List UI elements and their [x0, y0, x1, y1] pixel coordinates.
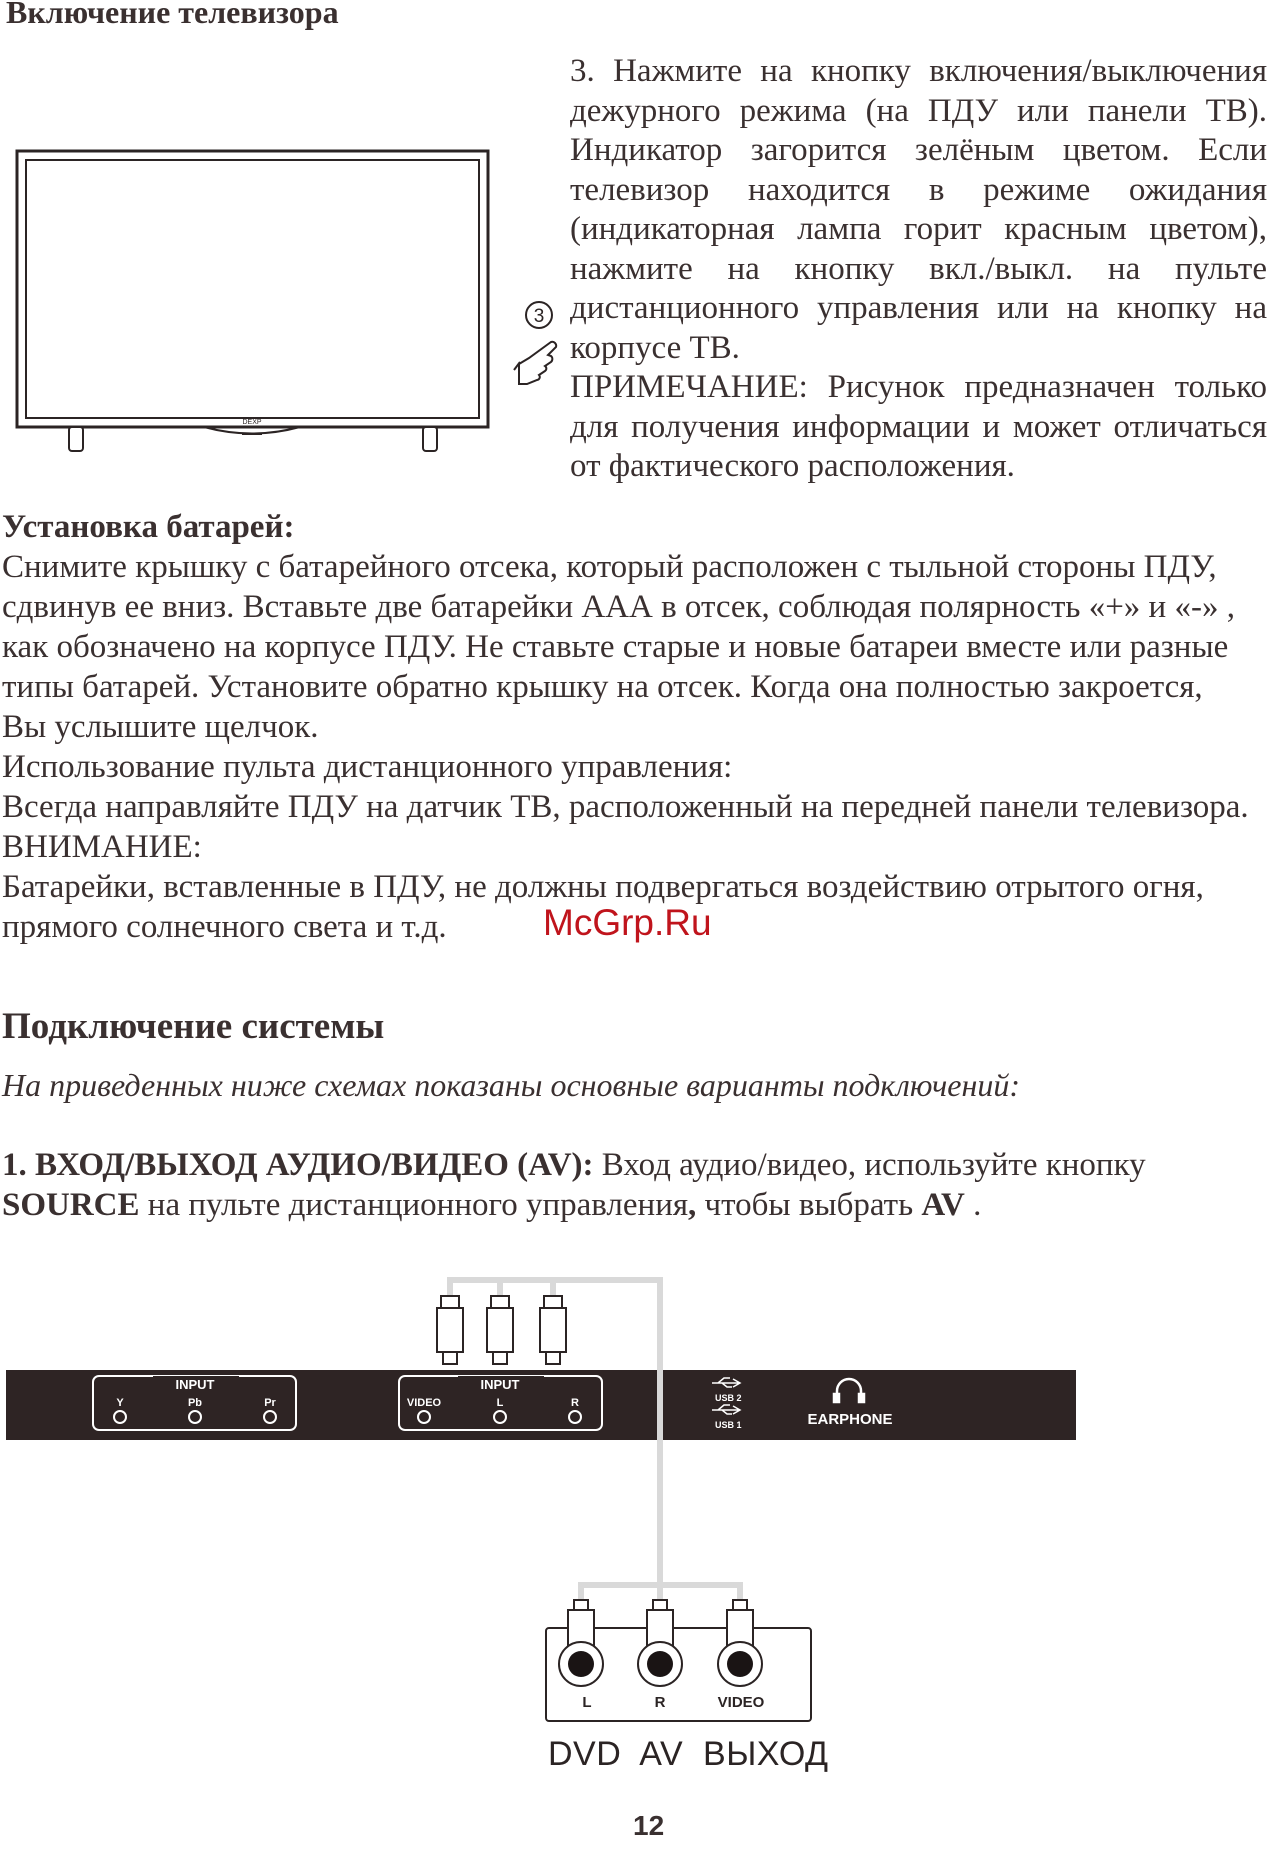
batteries-section [2, 507, 1252, 947]
tv-instructions [570, 52, 1267, 487]
dvd-port-r-label: R [654, 1694, 666, 1711]
usb2-label: USB 2 [715, 1393, 742, 1403]
dvd-port-l-label: L [582, 1694, 592, 1711]
av-text-2: на пульте дистанционного управления [139, 1187, 689, 1223]
av-text-4: . [964, 1187, 982, 1223]
warning-text: Батарейки, вставленные в ПДУ, не должны подвергаться воздействию отрытого огня, прямого солнечного света и т.д. [2, 869, 1204, 945]
usb1-label: USB 1 [715, 1420, 742, 1430]
port-label-l: L [496, 1397, 504, 1409]
source-button-name: SOURCE [2, 1187, 140, 1223]
step-3-text: 3. Нажмите на кнопку включения/выключения дежурного режима (на ПДУ или панели ТВ). Индикатор загорится зелёным цветом. Если телевизор находится в режиме ожидания (индикаторная лампа горит красным цветом), нажмите на кнопку вкл./выкл. на пульте дистанционного управления или на кнопку на корпусе ТВ. [570, 53, 1267, 366]
dvd-output-jacks [559, 1642, 762, 1686]
av-instructions [2, 1145, 1252, 1225]
callout-number: 3 [533, 306, 545, 327]
dvd-output-caption: DVD AV ВЫХОД [548, 1735, 829, 1773]
av-mode-name: AV [921, 1187, 965, 1223]
tv-brand-logo: DEXP [242, 419, 262, 426]
hand-pointer-icon [514, 342, 556, 384]
av-input-label: INPUT [480, 1377, 520, 1392]
port-label-y: Y [116, 1397, 124, 1409]
av-comma: , [688, 1187, 697, 1223]
remote-usage-text: Всегда направляйте ПДУ на датчик ТВ, расположенный на передней панели телевизора. [2, 789, 1249, 825]
av-title: 1. ВХОД/ВЫХОД АУДИО/ВИДЕО (AV): [2, 1147, 594, 1183]
batteries-heading: Установка батарей: [2, 509, 295, 545]
component-input-label: INPUT [175, 1377, 215, 1392]
av-text-1: Вход аудио/видео, используйте кнопку [593, 1147, 1146, 1183]
av-connection-diagram [0, 1270, 1275, 1740]
tv-icon [17, 151, 488, 451]
section-title-connection: Подключение системы [2, 1006, 385, 1047]
connection-intro: На приведенных ниже схемах показаны основные варианты подключений: [2, 1067, 1020, 1103]
av-text-3: чтобы выбрать [696, 1187, 922, 1223]
remote-usage-heading: Использование пульта дистанционного управления: [2, 749, 733, 785]
dvd-port-video-label: VIDEO [717, 1694, 765, 1711]
warning-label: ВНИМАНИЕ: [2, 829, 202, 865]
note-text: ПРИМЕЧАНИЕ: Рисунок предназначен только для получения информации и может отличаться от фактического расположения. [570, 369, 1267, 484]
port-label-video: VIDEO [406, 1397, 442, 1409]
port-label-r: R [571, 1397, 579, 1409]
batteries-paragraph: Снимите крышку с батарейного отсека, который расположен с тыльной стороны ПДУ, сдвинув ее вниз. Вставьте две батарейки ААА в отсек, соблюдая полярность «+» и «-» , как обозначено на корпусе ПДУ. Не ставьте старые и новые батареи вместе или разные типы батарей. Установите обратно крышку на отсек. Когда она полностью закроется, Вы услышите щелчок. [2, 549, 1235, 745]
watermark: McGrp.Ru [543, 902, 712, 943]
tv-illustration [14, 148, 574, 458]
rca-plugs-top [437, 1296, 566, 1364]
port-label-pr: Pr [264, 1397, 276, 1409]
section-title-tv-on: Включение телевизора [6, 0, 339, 30]
earphone-label: EARPHONE [807, 1411, 893, 1428]
page-number: 12 [633, 1810, 665, 1841]
port-label-pb: Pb [187, 1397, 203, 1409]
